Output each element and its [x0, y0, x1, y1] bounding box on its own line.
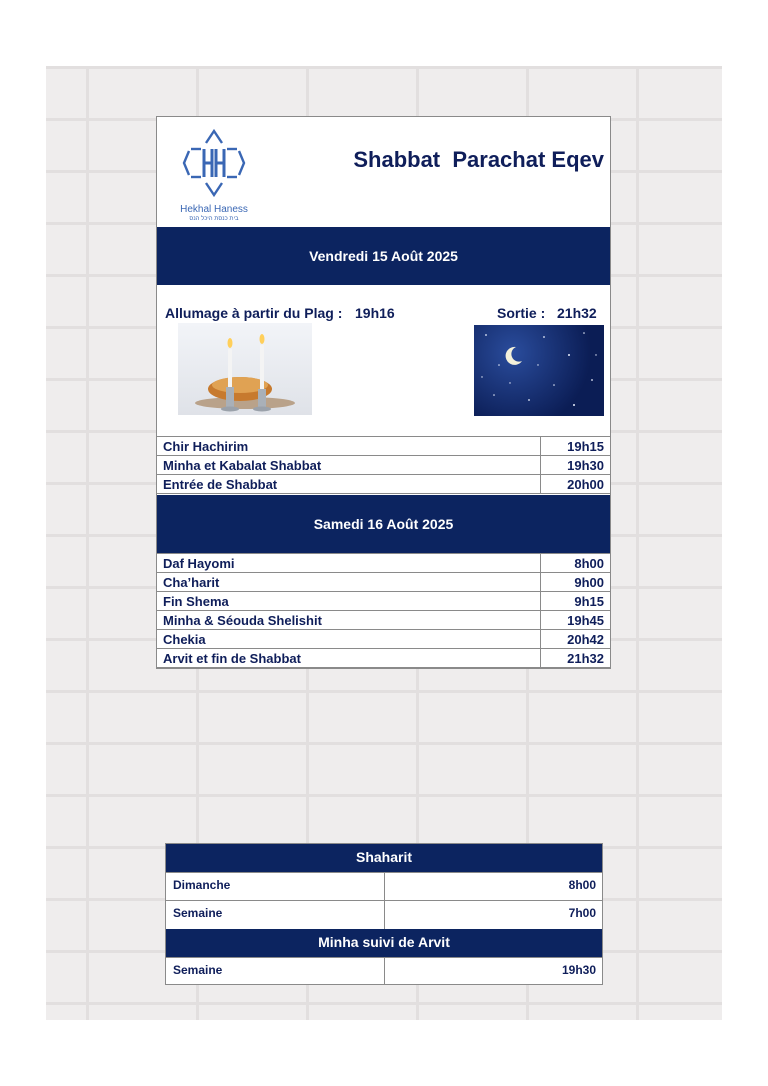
- event-time: 9h15: [541, 592, 611, 611]
- hekhal-haness-logo: [179, 127, 249, 223]
- table-row: [157, 573, 610, 592]
- exit-label: Sortie :: [497, 305, 546, 321]
- column-divider: [384, 958, 385, 985]
- table-row: [166, 872, 602, 900]
- table-row: [157, 611, 610, 630]
- page-title: Shabbat Parachat Eqev: [353, 147, 604, 172]
- event-time: 21h32: [541, 649, 611, 668]
- event-time: 19h15: [541, 437, 611, 456]
- event-time: 8h00: [541, 554, 611, 573]
- event-name: Entrée de Shabbat: [157, 475, 541, 494]
- event-name: Minha et Kabalat Shabbat: [157, 456, 541, 475]
- event-time: 19h45: [541, 611, 611, 630]
- table-row: [157, 630, 610, 649]
- friday-date-band: Vendredi 15 Août 2025: [157, 227, 610, 285]
- lighting-time: 19h16: [355, 305, 395, 321]
- shaharit-header: Shaharit: [166, 844, 602, 872]
- time-value: 7h00: [568, 906, 596, 920]
- table-row: [157, 456, 610, 475]
- column-divider: [384, 901, 385, 929]
- table-row: [157, 649, 610, 668]
- event-name: Chir Hachirim: [157, 437, 541, 456]
- event-name: Minha & Séouda Shelishit: [157, 611, 541, 630]
- time-value: 8h00: [568, 878, 596, 892]
- star-of-david-icon: [179, 127, 249, 203]
- exit-time: 21h32: [557, 305, 597, 321]
- event-name: Cha’harit: [157, 573, 541, 592]
- event-time: 20h00: [541, 475, 611, 494]
- event-name: Chekia: [157, 630, 541, 649]
- event-name: Daf Hayomi: [157, 554, 541, 573]
- table-row: [157, 437, 610, 456]
- table-row: [157, 475, 610, 494]
- day-label: Dimanche: [173, 878, 231, 892]
- table-row: [166, 900, 602, 929]
- lighting-label: Allumage à partir du Plag :: [165, 305, 343, 321]
- table-row: [157, 592, 610, 611]
- event-name: Arvit et fin de Shabbat: [157, 649, 541, 668]
- weekday-schedule-table: [165, 843, 603, 985]
- night-sky-image: [474, 325, 604, 416]
- event-time: 19h30: [541, 456, 611, 475]
- table-row: [166, 957, 602, 985]
- logo-subtitle: בית כנסת היכל הנס: [189, 216, 239, 222]
- saturday-schedule-table: [157, 553, 610, 668]
- day-label: Semaine: [173, 963, 223, 977]
- shabbat-schedule-card: [156, 116, 611, 669]
- table-row: [157, 554, 610, 573]
- shabbat-candles-image: [178, 323, 312, 415]
- minha-arvit-header: Minha suivi de Arvit: [166, 929, 602, 957]
- saturday-date-band: Samedi 16 Août 2025: [157, 495, 610, 553]
- column-divider: [384, 873, 385, 900]
- friday-schedule-table: [157, 436, 610, 494]
- event-time: 9h00: [541, 573, 611, 592]
- event-name: Fin Shema: [157, 592, 541, 611]
- card-header: [157, 117, 610, 227]
- time-value: 19h30: [561, 963, 596, 977]
- logo-name: Hekhal Haness: [180, 204, 248, 215]
- day-label: Semaine: [173, 906, 223, 920]
- event-time: 20h42: [541, 630, 611, 649]
